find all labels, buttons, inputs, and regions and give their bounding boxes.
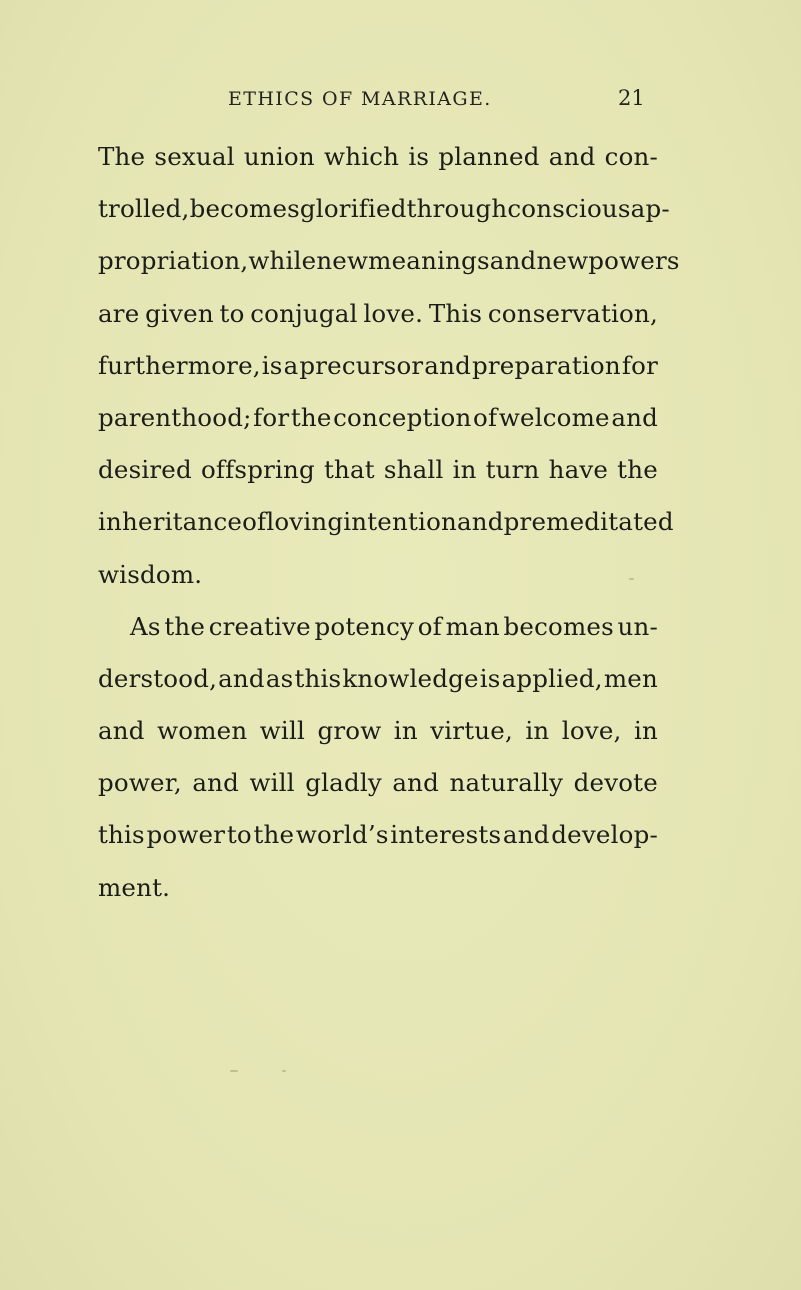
paper-speck xyxy=(230,1070,238,1072)
word: loving xyxy=(266,507,344,537)
text-line xyxy=(98,241,680,293)
word: inheritance xyxy=(98,507,243,537)
word: power xyxy=(146,820,226,850)
word: creative xyxy=(208,611,311,641)
word: of xyxy=(417,611,442,641)
text-line xyxy=(98,137,658,189)
word: grow xyxy=(317,716,382,746)
paragraph-1 xyxy=(98,137,680,607)
text-line xyxy=(98,294,658,346)
word: devote xyxy=(573,768,658,798)
word: trolled, xyxy=(98,194,190,224)
word: furthermore, xyxy=(98,350,261,380)
word: conscious xyxy=(507,194,631,224)
word: the xyxy=(164,611,206,641)
paper-speck xyxy=(629,578,634,580)
word: in xyxy=(393,716,418,746)
word: that xyxy=(323,455,375,485)
word: naturally xyxy=(449,768,564,798)
word: becomes xyxy=(189,194,300,224)
word: and xyxy=(392,768,440,798)
word: women xyxy=(157,716,248,746)
word: power, xyxy=(98,768,182,798)
word: parenthood; xyxy=(98,402,252,432)
word: this xyxy=(294,663,342,693)
word: interests xyxy=(390,820,502,850)
word: meanings xyxy=(368,246,490,276)
word: conjugal xyxy=(250,298,358,328)
word: the xyxy=(290,402,332,432)
word: sexual xyxy=(154,142,235,171)
word: for xyxy=(621,350,658,380)
word: while xyxy=(248,246,317,276)
word: gladly xyxy=(305,768,382,798)
word: virtue, xyxy=(430,716,513,746)
word: applied, xyxy=(501,663,603,693)
word: conception xyxy=(333,402,472,432)
word: and xyxy=(489,246,537,276)
word: and xyxy=(98,716,145,746)
word: As xyxy=(130,611,161,641)
word: men xyxy=(603,663,658,693)
text-line xyxy=(98,763,658,815)
text-line xyxy=(98,189,670,241)
word: ap- xyxy=(630,194,670,224)
word: and xyxy=(502,820,550,850)
word: in xyxy=(525,716,550,746)
word: for xyxy=(253,402,290,432)
word: is xyxy=(479,663,501,693)
word: the xyxy=(617,455,658,485)
word: man xyxy=(445,611,500,641)
text-line xyxy=(98,659,658,711)
word: have xyxy=(548,455,609,485)
body-text xyxy=(98,137,680,920)
text-line xyxy=(98,502,674,554)
text-line: wisdom. xyxy=(98,559,203,589)
word: and xyxy=(424,350,471,380)
paper-speck xyxy=(282,1070,286,1072)
word: This xyxy=(428,298,483,328)
word: and xyxy=(218,663,265,693)
word: premeditated xyxy=(503,507,674,537)
word: planned xyxy=(438,142,540,171)
word: in xyxy=(633,716,658,746)
word: of xyxy=(242,507,267,537)
text-line xyxy=(98,815,658,867)
word: given xyxy=(145,298,214,328)
word: derstood, xyxy=(98,663,218,693)
word: un- xyxy=(617,611,658,641)
word: The xyxy=(98,142,146,171)
word: offspring xyxy=(200,455,315,485)
word: a xyxy=(283,350,299,380)
word: world’s xyxy=(295,820,389,850)
word: as xyxy=(265,663,294,693)
word: new xyxy=(316,246,369,276)
word: and xyxy=(192,768,240,798)
page-number: 21 xyxy=(618,86,645,110)
text-line xyxy=(98,450,658,502)
text-line xyxy=(98,398,658,450)
word: preparation xyxy=(471,350,621,380)
word: develop- xyxy=(551,820,658,850)
word: through xyxy=(406,194,508,224)
word: precursor xyxy=(299,350,424,380)
word: love, xyxy=(561,716,622,746)
text-line xyxy=(98,607,658,659)
word: potency xyxy=(314,611,415,641)
word: will xyxy=(259,716,306,746)
word: which xyxy=(324,142,400,171)
word: new xyxy=(536,246,589,276)
word: turn xyxy=(485,455,540,485)
text-line xyxy=(98,711,658,763)
page-header xyxy=(0,86,801,116)
text-line: ment. xyxy=(98,872,171,902)
word: to xyxy=(226,820,252,850)
word: the xyxy=(253,820,295,850)
word: intention xyxy=(343,507,457,537)
word: conservation, xyxy=(487,298,658,328)
word: con- xyxy=(604,142,658,171)
word: glorified xyxy=(299,194,407,224)
word: propriation, xyxy=(98,246,249,276)
running-title: ETHICS OF MARRIAGE. xyxy=(228,88,492,110)
word: is xyxy=(261,350,283,380)
word: becomes xyxy=(503,611,614,641)
text-line xyxy=(98,346,658,398)
word: union xyxy=(243,142,315,171)
word: and xyxy=(457,507,504,537)
word: welcome xyxy=(498,402,610,432)
word: in xyxy=(452,455,477,485)
word: desired xyxy=(98,455,192,485)
paragraph-2 xyxy=(98,607,658,920)
word: shall xyxy=(383,455,444,485)
word: of xyxy=(473,402,498,432)
word: love. xyxy=(363,298,424,328)
word: is xyxy=(408,142,430,171)
word: knowledge xyxy=(342,663,479,693)
word: will xyxy=(249,768,295,798)
word: to xyxy=(219,298,245,328)
word: this xyxy=(98,820,145,850)
word: powers xyxy=(588,246,680,276)
word: are xyxy=(98,298,140,328)
word: and xyxy=(611,402,658,432)
word: and xyxy=(548,142,596,171)
